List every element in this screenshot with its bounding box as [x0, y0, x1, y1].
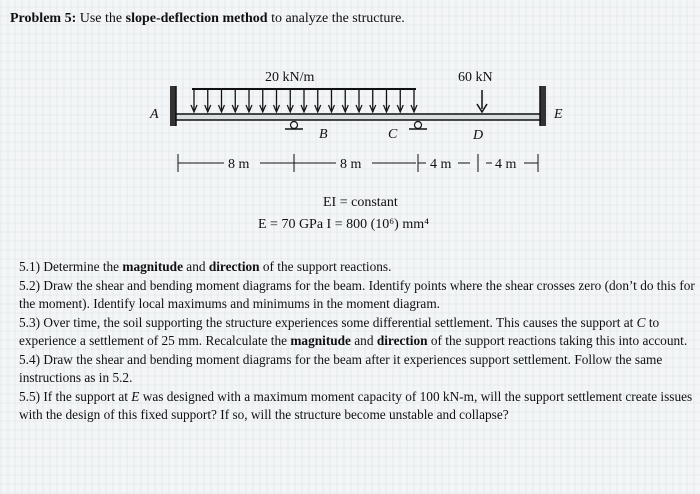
q3-text-a: 5.3) Over time, the soil supporting the structure experiences some differential settlement. This causes the support at [19, 314, 637, 330]
problem-intro: Use the [76, 11, 126, 26]
udl-arrow [329, 89, 335, 112]
udl-arrow [205, 89, 211, 112]
beam-figure [140, 60, 580, 236]
questions [19, 258, 695, 490]
dim-de: 4 m [495, 157, 517, 172]
problem-label: Problem 5: [10, 11, 77, 26]
udl-arrow [315, 89, 321, 112]
label-a: A [150, 107, 159, 122]
q3-text-b: to experience a settlement of 25 mm. Recalculate the [19, 314, 660, 348]
dim-bc: 8 m [340, 157, 362, 172]
beam [176, 114, 540, 120]
beam-diagram [140, 60, 580, 236]
question-5-5 [19, 388, 695, 425]
label-d: D [473, 128, 484, 143]
udl-arrow [384, 89, 390, 112]
material-properties: E = 70 GPa I = 800 (10⁶) mm⁴ [258, 217, 429, 232]
fixed-support-e [540, 86, 546, 126]
label-e: E [554, 107, 563, 122]
question-5-3 [19, 314, 695, 351]
udl-arrow [246, 89, 252, 112]
q3-bold-magnitude: magnitude [290, 333, 351, 348]
problem-method: slope-deflection method [125, 11, 268, 26]
q5-text-b: was designed with a maximum moment capacity of 100 kN-m, will the support settlement create issues with the design of this fixed support? If so, will the structure become unstable and collapse? [19, 388, 693, 422]
question-5-1 [19, 258, 695, 277]
udl-arrow [411, 89, 417, 112]
udl-arrow [397, 89, 403, 112]
q1-text-and: and [182, 259, 209, 274]
q1-bold-magnitude: magnitude [122, 259, 183, 274]
support-b [285, 122, 303, 130]
q3-text-d: of the support reactions taking this into account. [427, 333, 688, 348]
udl-arrow [301, 89, 307, 112]
distributed-load [191, 89, 417, 112]
point-load-label: 60 kN [458, 70, 493, 85]
udl-arrow [287, 89, 293, 112]
udl-arrow [232, 89, 238, 112]
question-5-4: 5.4) Draw the shear and bending moment diagrams for the beam after it experiences support settlement. Follow the same instructions as in 5.2. [19, 351, 663, 385]
q3-text-and: and [350, 333, 377, 348]
udl-arrow [342, 89, 348, 112]
udl-arrow [274, 89, 280, 112]
point-load-arrow [477, 90, 487, 112]
problem-rest: to analyze the structure. [267, 11, 405, 26]
q1-bold-direction: direction [208, 259, 260, 274]
question-5-2: 5.2) Draw the shear and bending moment diagrams for the beam. Identify points where the shear crosses zero (don’t do this for the moment). Identify local maximums and minimums in the moment diagram. [19, 277, 695, 311]
dim-cd: 4 m [430, 157, 452, 172]
fixed-support-a [170, 86, 176, 126]
q1-text-c: of the support reactions. [259, 259, 392, 274]
problem-header [10, 8, 690, 30]
q3-italic-c: C [636, 314, 646, 330]
udl-arrow [370, 89, 376, 112]
udl-arrow [191, 89, 197, 112]
distributed-load-label: 20 kN/m [265, 70, 315, 85]
ei-constant: EI = constant [323, 195, 398, 210]
label-c: C [388, 127, 398, 142]
udl-arrow [260, 89, 266, 112]
label-b: B [319, 127, 328, 142]
support-c [409, 122, 427, 130]
udl-arrow [356, 89, 362, 112]
udl-arrow [219, 89, 225, 112]
dim-ab: 8 m [228, 157, 250, 172]
q5-italic-e: E [131, 388, 140, 404]
q5-text-a: 5.5) If the support at [19, 388, 132, 404]
q3-bold-direction: direction [376, 333, 428, 348]
q1-text-a: 5.1) Determine the [19, 259, 123, 274]
